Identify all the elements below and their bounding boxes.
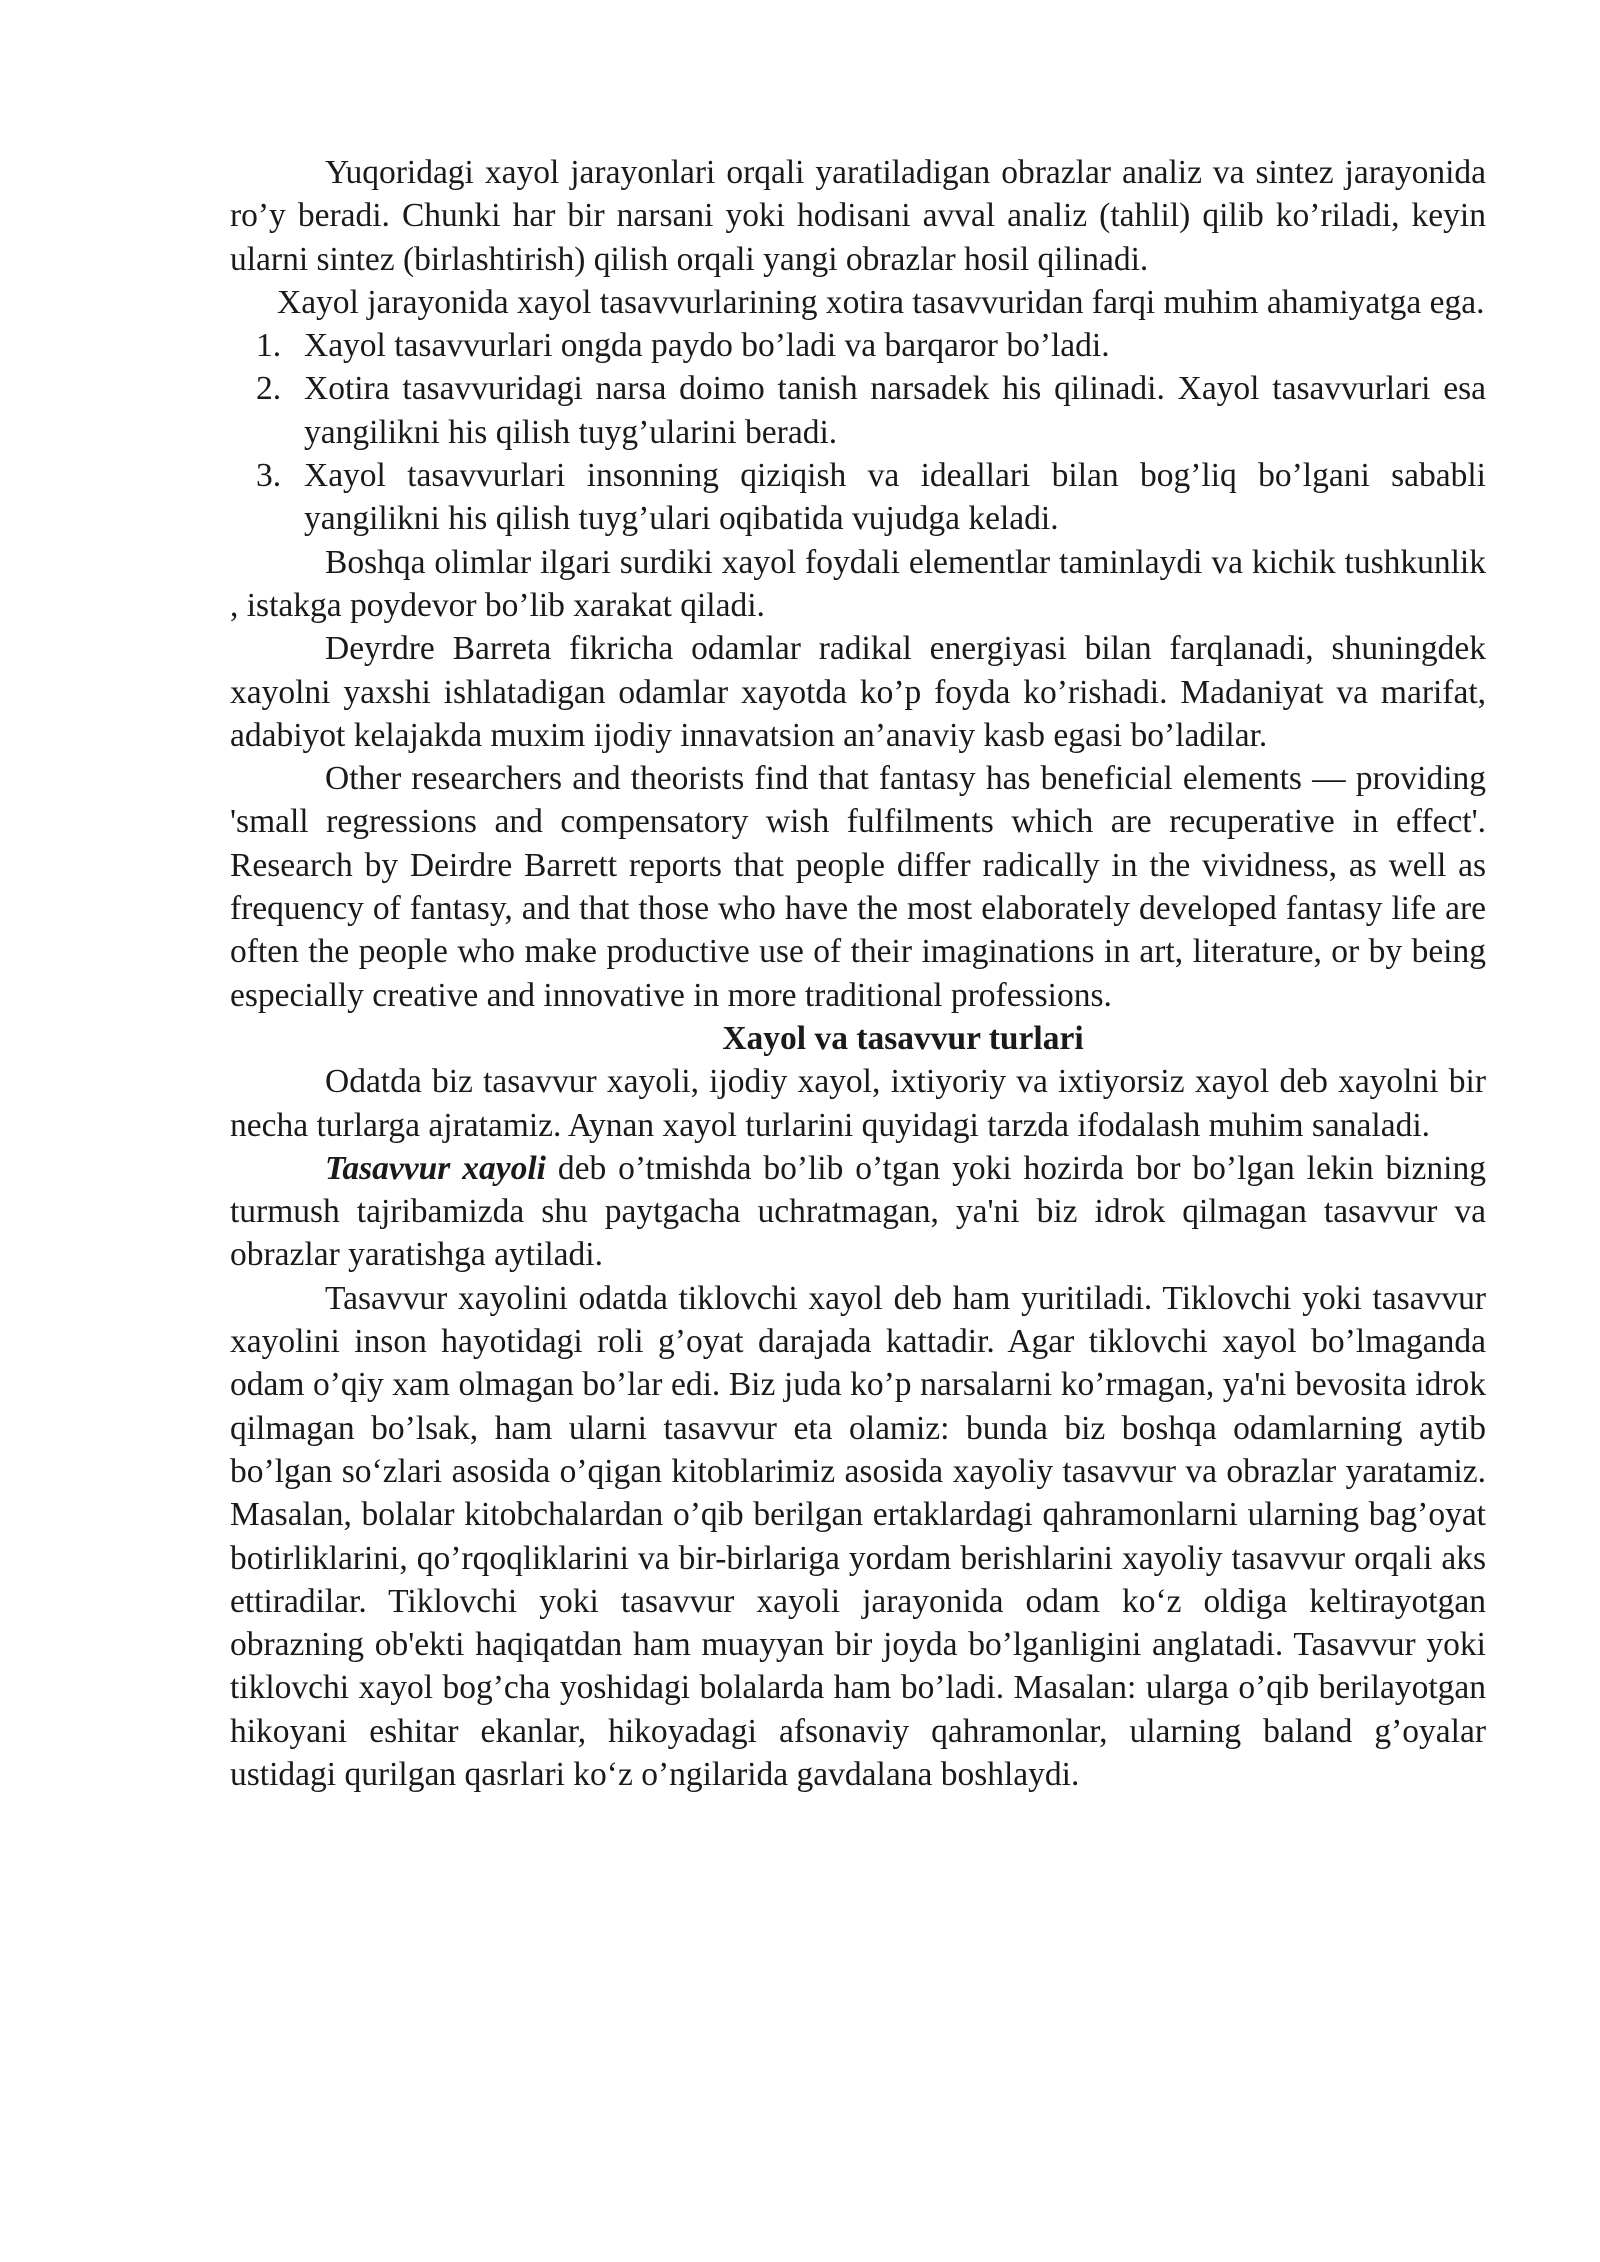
paragraph-barrett-english: Other researchers and theorists find that fantasy has beneficial elements — providing 'small regressions and compensatory wish fulfilments which are recuperative in effect'. Research by Deirdre Barrett reports that people differ radically in the vividness, as well as frequency of fantasy, and that those who have the most elaborately developed fantasy life are often the people who make productive use of their imaginations in art, literature, or by being especially creative and innovative in more traditional professions.	[230, 760, 1486, 1014]
list-item-number: 3.	[256, 457, 282, 495]
numbered-list	[230, 324, 1486, 540]
term-definition: deb o’tmishda bo’lib o’tgan yoki hozirda bor bo’lgan lekin bizning turmush tajribamizda shu paytgacha uchratmagan, ya'ni biz idrok qilmagan tasavvur va obrazlar yaratishga aytiladi.	[230, 1149, 1486, 1274]
paragraph-other-scholars: Boshqa olimlar ilgari surdiki xayol foydali elementlar taminlaydi va kichik tushkunlik , istakga poydevor bo’lib xarakat qiladi.	[230, 543, 1486, 624]
list-item-text: Xotira tasavvuridagi narsa doimo tanish narsadek his qilinadi. Xayol tasavvurlari esa yangilikni his qilish tuyg’ularini beradi.	[304, 370, 1486, 451]
paragraph-types-intro: Odatda biz tasavvur xayoli, ijodiy xayol, ixtiyoriy va ixtiyorsiz xayol deb xayolni bir necha turlarga ajratamiz. Aynan xayol turlarini quyidagi tarzda ifodalash muhim sanaladi.	[230, 1063, 1486, 1144]
list-item-text: Xayol tasavvurlari insonning qiziqish va ideallari bilan bog’liq bo’lgani sababli yangilikni his qilish tuyg’ulari oqibatida vujudga keladi.	[304, 457, 1486, 538]
list-item-number: 1.	[256, 327, 282, 365]
paragraph-tasavvur-xayoli	[230, 1147, 1486, 1277]
section-heading: Xayol va tasavvur turlari	[722, 1019, 1084, 1057]
paragraph-analysis-synthesis: Yuqoridagi xayol jarayonlari orqali yaratiladigan obrazlar analiz va sintez jarayonida ro’y beradi. Chunki har bir narsani yoki hodisani avval analiz (tahlil) qilib ko’riladi, keyin ularni sintez (birlashtirish) qilish orqali yangi obrazlar hosil qilinadi.	[230, 154, 1486, 278]
paragraph-barrett-uzbek: Deyrdre Barreta fikricha odamlar radikal energiyasi bilan farqlanadi, shuningdek xayolni yaxshi ishlatadigan odamlar xayotda ko’p foyda ko’rishadi. Madaniyat va marifat, adabiyot kelajakda muxim ijodiy innavatsion an’anaviy kasb egasi bo’ladilar.	[230, 630, 1486, 754]
list-item	[230, 324, 1486, 367]
term-tasavvur-xayoli: Tasavvur xayoli	[325, 1149, 546, 1187]
document-page	[230, 151, 1486, 1796]
list-item-number: 2.	[256, 370, 282, 408]
list-item-text: Xayol tasavvurlari ongda paydo bo’ladi va barqaror bo’ladi.	[304, 327, 1110, 365]
paragraph-memory-difference: Xayol jarayonida xayol tasavvurlarining xotira tasavvuridan farqi muhim ahamiyatga ega.	[277, 283, 1485, 321]
list-item	[230, 367, 1486, 454]
paragraph-tiklovchi-xayol: Tasavvur xayolini odatda tiklovchi xayol deb ham yuritiladi. Tiklovchi yoki tasavvur xayolini inson hayotidagi roli g’oyat darajada kattadir. Agar tiklovchi xayol bo’lmaganda odam o’qiy xam olmagan bo’lar edi. Biz juda ko’p narsalarni ko’rmagan, ya'ni bevosita idrok qilmagan bo’lsak, ham ularni tasavvur eta olamiz: bunda biz boshqa odamlarning aytib bo’lgan so‘zlari asosida o’qigan kitoblarimiz asosida xayoliy tasavvur va obrazlar yaratamiz. Masalan, bolalar kitobchalardan o’qib berilgan ertaklardagi qahramonlarni ularning bag’oyat botirliklarini, qo’rqoqliklarini va bir-birlariga yordam berishlarini xayoliy tasavvur orqali aks ettiradilar. Tiklovchi yoki tasavvur xayoli jarayonida odam ko‘z oldiga keltirayotgan obrazning ob'ekti haqiqatdan ham muayyan bir joyda bo’lganligini anglatadi. Tasavvur yoki tiklovchi xayol bog’cha yoshidagi bolalarda ham bo’ladi. Masalan: ularga o’qib berilayotgan hikoyani eshitar ekanlar, hikoyadagi afsonaviy qahramonlar, ularning baland g’oyalar ustidagi qurilgan qasrlari ko‘z o’ngilarida gavdalana boshlaydi.	[230, 1279, 1486, 1793]
list-item	[230, 454, 1486, 541]
